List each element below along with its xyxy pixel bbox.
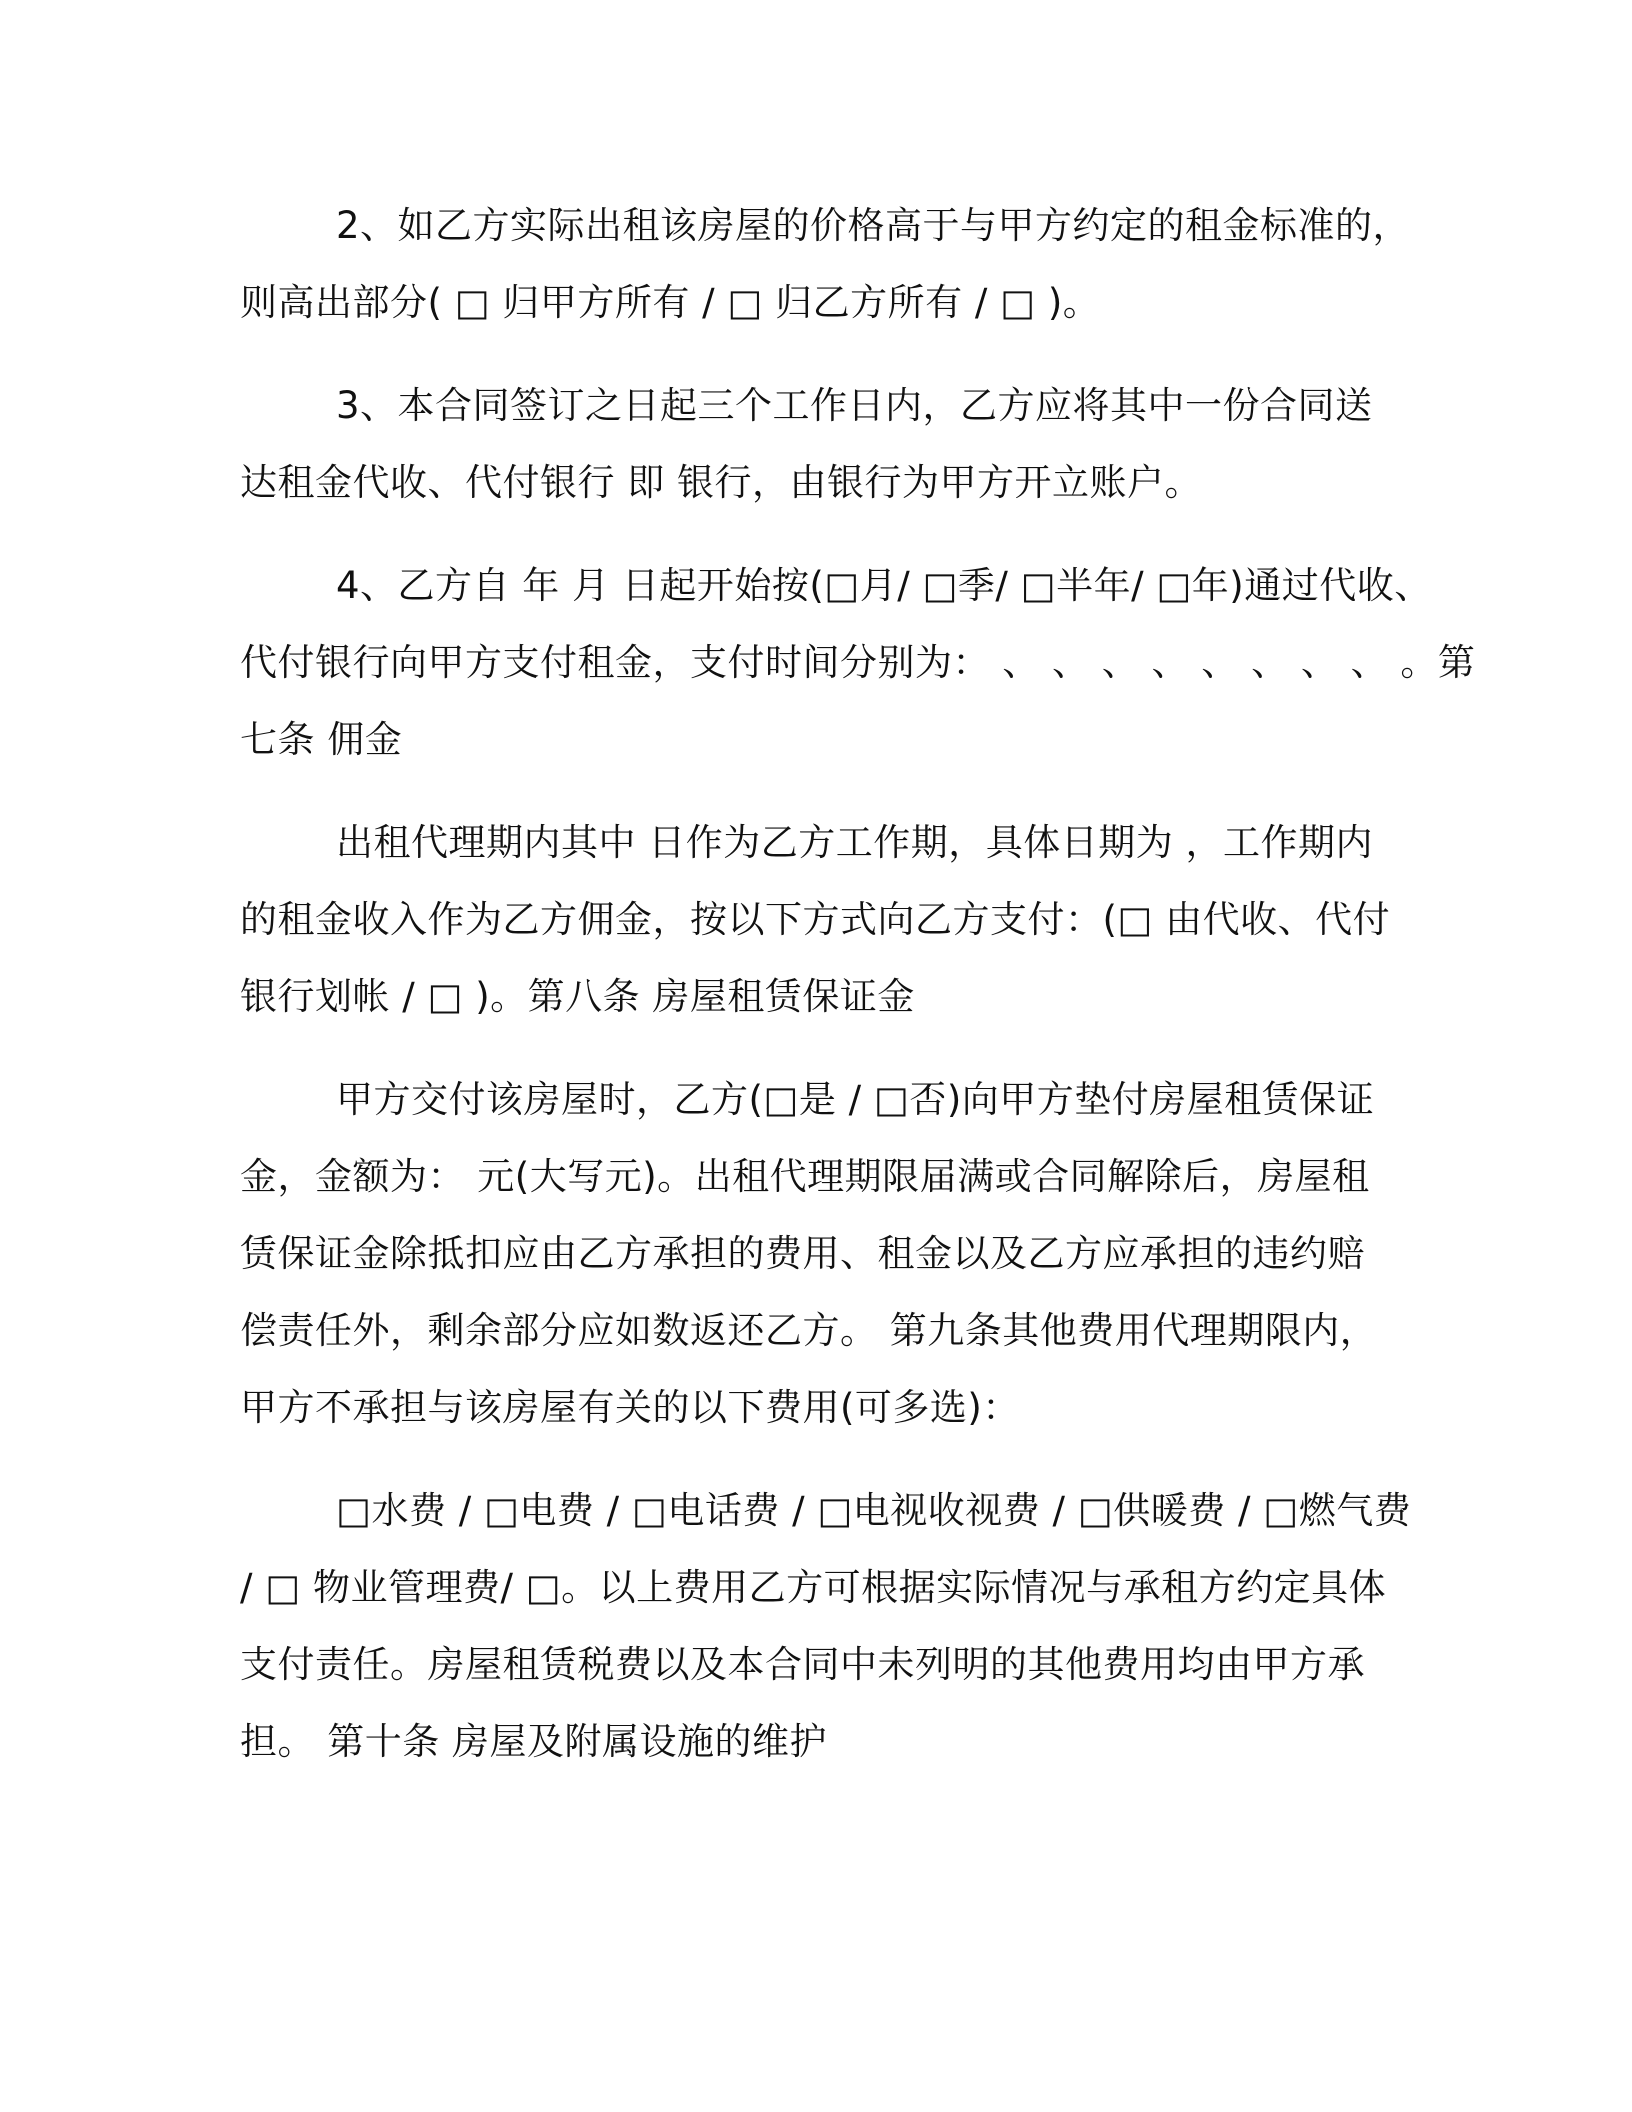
text-line: 甲方交付该房屋时，乙方(□是 / □否)向甲方垫付房屋租赁保证 xyxy=(336,1078,1375,1121)
paragraph-other-fees xyxy=(240,1472,1412,1780)
text-line: 2、如乙方实际出租该房屋的价格高于与甲方约定的租金标准的， xyxy=(336,204,1411,247)
text-line: 则高出部分( □ 归甲方所有 / □ 归乙方所有 / □ )。 xyxy=(240,281,1101,324)
text-line: 的租金收入作为乙方佣金，按以下方式向乙方支付：(□ 由代收、代付 xyxy=(240,898,1391,941)
text-line: 代付银行向甲方支付租金，支付时间分别为： 、 、 、 、 、 、 、 、 。第 xyxy=(240,641,1476,684)
paragraph-rent-excess xyxy=(240,187,1411,341)
text-line: 达租金代收、代付银行 即 银行，由银行为甲方开立账户。 xyxy=(240,461,1203,504)
text-line: 4、乙方自 年 月 日起开始按(□月/ □季/ □半年/ □年)通过代收、 xyxy=(336,564,1432,607)
text-line: 担。 第十条 房屋及附属设施的维护 xyxy=(240,1720,828,1763)
text-line: 出租代理期内其中 日作为乙方工作期，具体日期为 ，工作期内 xyxy=(336,821,1374,864)
paragraph-deposit xyxy=(240,1061,1400,1446)
text-line: 甲方不承担与该房屋有关的以下费用(可多选)： xyxy=(240,1386,1020,1429)
text-line: 七条 佣金 xyxy=(240,718,403,761)
text-line: 3、本合同签订之日起三个工作日内，乙方应将其中一份合同送 xyxy=(336,384,1373,427)
text-line: 支付责任。房屋租赁税费以及本合同中未列明的其他费用均由甲方承 xyxy=(240,1643,1365,1686)
paragraph-contract-delivery xyxy=(240,367,1400,521)
document-body xyxy=(240,187,1476,1806)
text-line: / □ 物业管理费/ □。以上费用乙方可根据实际情况与承租方约定具体 xyxy=(240,1566,1387,1609)
paragraph-rent-payment xyxy=(240,547,1476,778)
text-line: □水费 / □电费 / □电话费 / □电视收视费 / □供暖费 / □燃气费 xyxy=(336,1489,1412,1532)
paragraph-commission xyxy=(240,804,1400,1035)
text-line: 银行划帐 / □ )。第八条 房屋租赁保证金 xyxy=(240,975,915,1018)
text-line: 金，金额为： 元(大写元)。出租代理期限届满或合同解除后，房屋租 xyxy=(240,1155,1370,1198)
text-line: 赁保证金除抵扣应由乙方承担的费用、租金以及乙方应承担的违约赔 xyxy=(240,1232,1365,1275)
text-line: 偿责任外，剩余部分应如数返还乙方。 第九条其他费用代理期限内， xyxy=(240,1309,1378,1352)
